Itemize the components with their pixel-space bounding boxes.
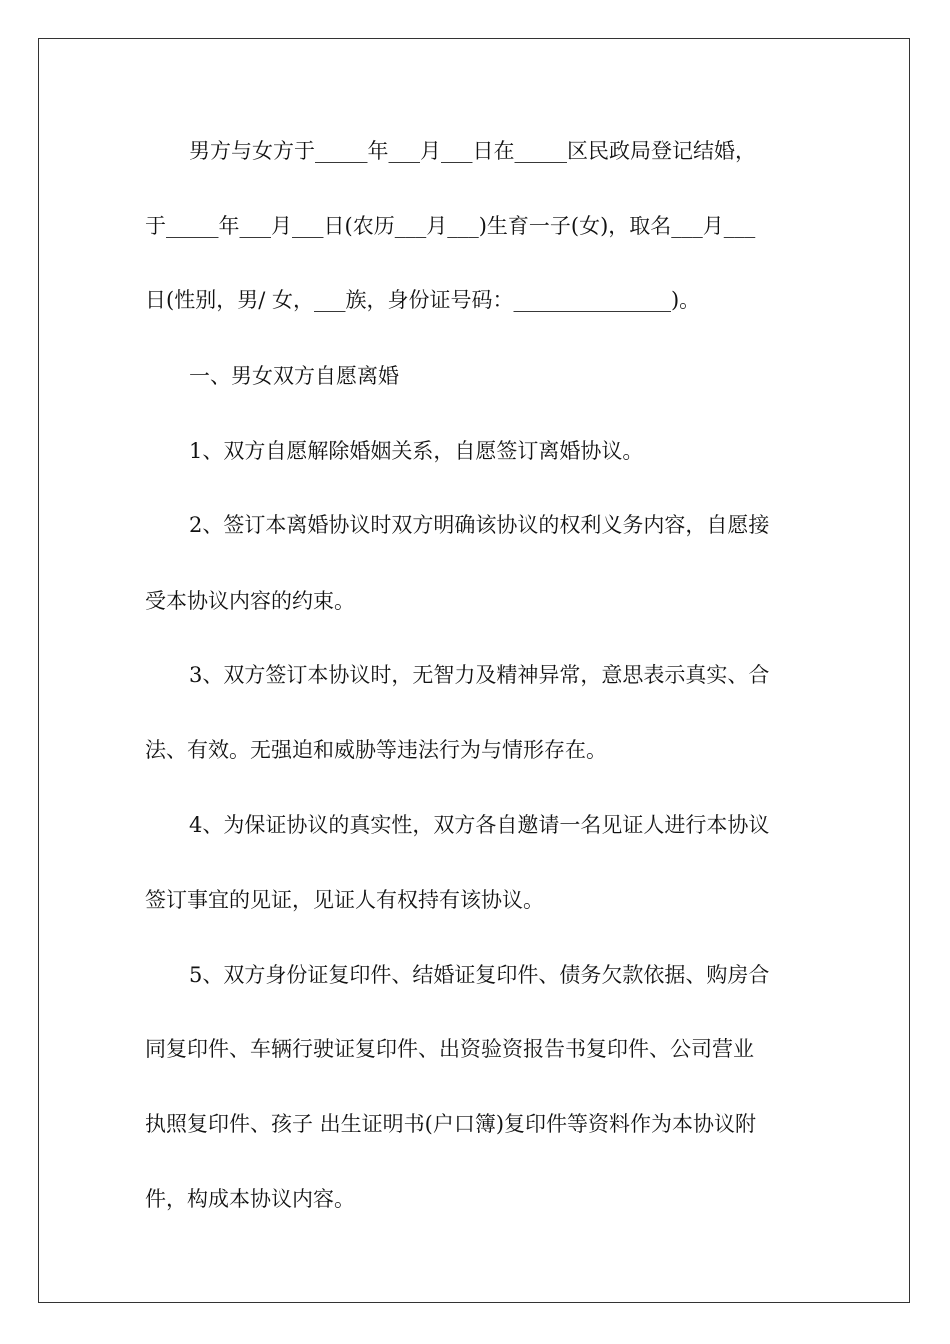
clause-3-line-1: 3、双方签订本协议时，无智力及精神异常，意思表示真实、合 (189, 663, 770, 687)
clause-5-line-1: 5、双方身份证复印件、结婚证复印件、债务欠款依据、购房合 (189, 963, 770, 987)
paragraph-marriage-registration-line-1: 男方与女方于_____年___月___日在_____区民政局登记结婚， (189, 139, 756, 163)
clause-2-line-2: 受本协议内容的约束。 (145, 589, 355, 613)
clause-4-line-2: 签订事宜的见证，见证人有权持有该协议。 (145, 888, 544, 912)
clause-5-line-4: 件，构成本协议内容。 (145, 1187, 355, 1211)
clause-5-line-3: 执照复印件、孩子 出生证明书(户口簿)复印件等资料作为本协议附 (145, 1112, 757, 1136)
clause-3-line-2: 法、有效。无强迫和威胁等违法行为与情形存在。 (145, 738, 607, 762)
clause-5-line-2: 同复印件、车辆行驶证复印件、出资验资报告书复印件、公司营业 (145, 1037, 754, 1061)
paragraph-marriage-registration-line-2: 于_____年___月___日(农历___月___)生育一子(女)，取名___月___ (145, 214, 756, 238)
paragraph-marriage-registration-line-3: 日(性别，男/ 女，___族，身份证号码：_______________)。 (145, 288, 701, 312)
clause-1-line-1: 1、双方自愿解除婚姻关系，自愿签订离婚协议。 (189, 439, 644, 463)
section-heading-voluntary-divorce: 一、男女双方自愿离婚 (189, 364, 399, 388)
clause-2-line-1: 2、签订本离婚协议时双方明确该协议的权利义务内容，自愿接 (189, 513, 770, 537)
clause-4-line-1: 4、为保证协议的真实性，双方各自邀请一名见证人进行本协议 (189, 813, 770, 837)
